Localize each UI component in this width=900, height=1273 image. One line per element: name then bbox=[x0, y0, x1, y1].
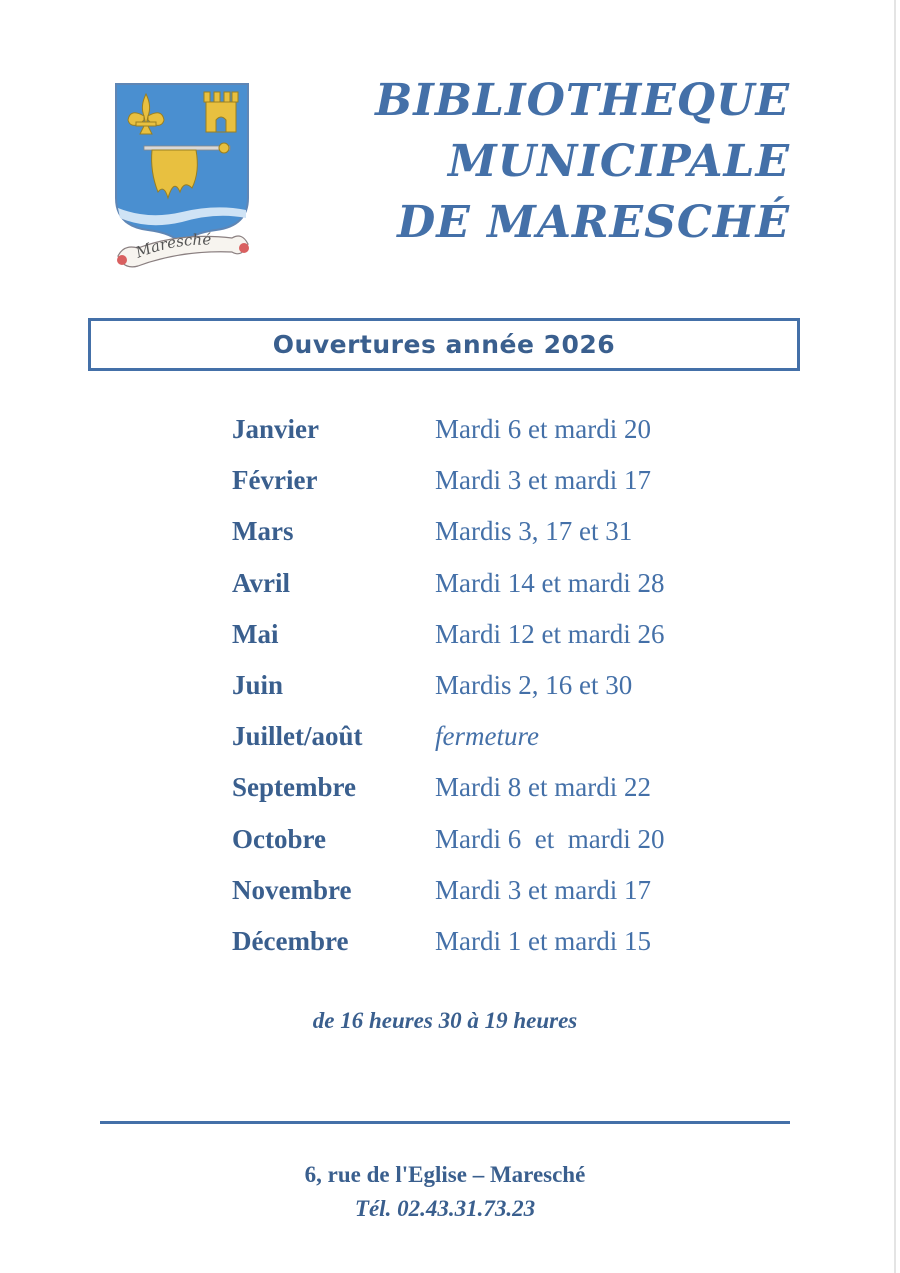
month-label: Septembre bbox=[232, 772, 356, 803]
opening-dates: Mardi 8 et mardi 22 bbox=[435, 772, 651, 803]
svg-text:Maresché bbox=[132, 230, 211, 261]
schedule-row bbox=[232, 762, 772, 813]
opening-dates: Mardi 1 et mardi 15 bbox=[435, 925, 651, 956]
schedule-row bbox=[232, 609, 772, 660]
month-label: Octobre bbox=[232, 823, 326, 854]
title-line: MUNICIPALE bbox=[448, 136, 790, 187]
schedule-table bbox=[232, 404, 772, 967]
opening-dates: Mardi 12 et mardi 26 bbox=[435, 618, 665, 649]
schedule-row bbox=[232, 865, 772, 916]
address: 6, rue de l'Eglise – Maresché bbox=[304, 1162, 586, 1187]
opening-dates: Mardi 3 et mardi 17 bbox=[435, 874, 651, 905]
schedule-row bbox=[232, 455, 772, 506]
schedule-row bbox=[232, 916, 772, 967]
opening-dates: Mardi 6 et mardi 20 bbox=[435, 823, 665, 854]
opening-dates: Mardis 2, 16 et 30 bbox=[435, 670, 633, 701]
opening-dates: Mardi 3 et mardi 17 bbox=[435, 465, 651, 496]
month-label: Décembre bbox=[232, 925, 349, 956]
phone-number: Tél. 02.43.31.73.23 bbox=[354, 1196, 536, 1221]
openings-banner bbox=[88, 318, 800, 371]
month-label: Novembre bbox=[232, 874, 352, 905]
schedule-row bbox=[232, 814, 772, 865]
title-line: DE MARESCHÉ bbox=[397, 197, 790, 248]
divider bbox=[100, 1121, 790, 1124]
page-title bbox=[300, 70, 790, 253]
opening-dates: Mardi 14 et mardi 28 bbox=[435, 567, 665, 598]
month-label: Juillet/août bbox=[232, 721, 363, 752]
scan-edge bbox=[894, 0, 896, 1273]
schedule-row bbox=[232, 711, 772, 762]
openings-banner-text: Ouvertures année 2026 bbox=[272, 330, 616, 359]
opening-dates: Mardis 3, 17 et 31 bbox=[435, 516, 633, 547]
title-line: BIBLIOTHEQUE bbox=[375, 75, 790, 126]
coat-of-arms bbox=[108, 80, 254, 276]
crest-banner-text: Maresché bbox=[133, 230, 212, 262]
opening-dates: Mardi 6 et mardi 20 bbox=[435, 414, 651, 445]
opening-dates: fermeture bbox=[435, 721, 539, 752]
opening-hours: de 16 heures 30 à 19 heures bbox=[312, 1008, 578, 1033]
schedule-row bbox=[232, 660, 772, 711]
month-label: Juin bbox=[232, 670, 284, 701]
schedule-row bbox=[232, 506, 772, 557]
schedule-row bbox=[232, 558, 772, 609]
schedule-row bbox=[232, 404, 772, 455]
month-label: Avril bbox=[232, 567, 290, 598]
month-label: Février bbox=[232, 465, 318, 496]
month-label: Mars bbox=[232, 516, 294, 547]
month-label: Mai bbox=[232, 618, 279, 649]
month-label: Janvier bbox=[232, 414, 319, 445]
